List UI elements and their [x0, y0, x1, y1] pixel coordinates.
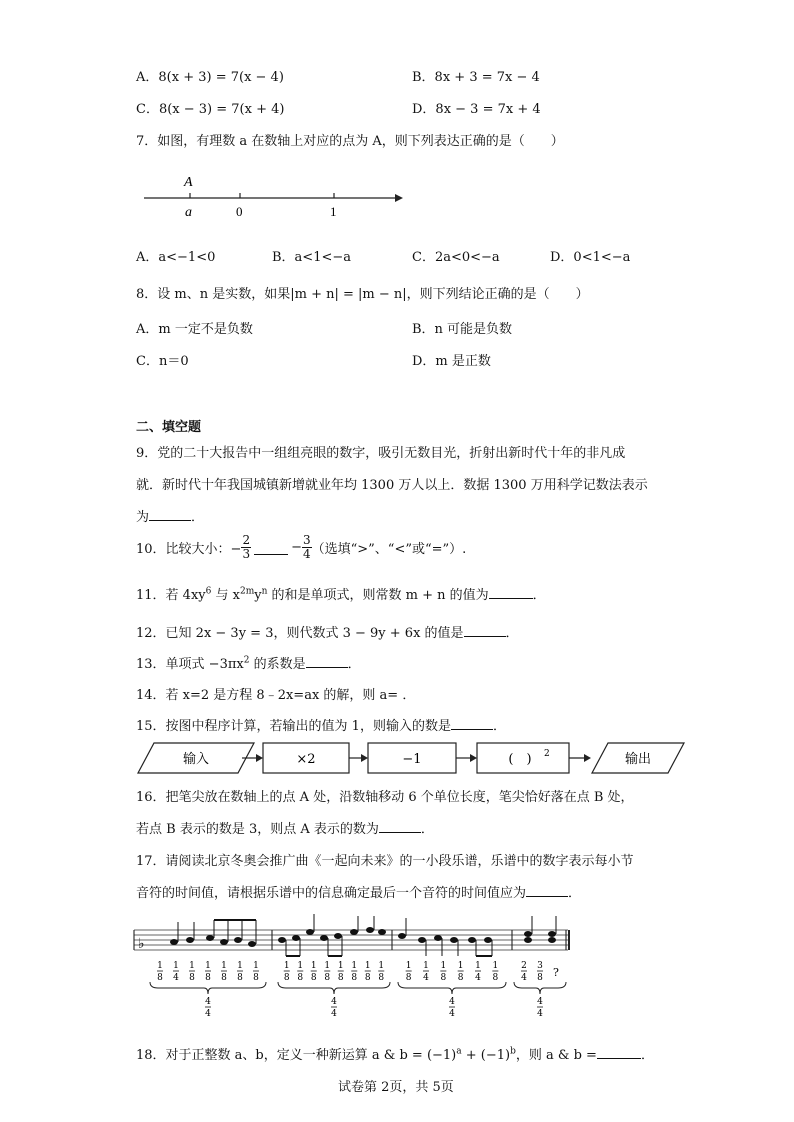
- q10-frac2-num: 3: [302, 533, 311, 547]
- flow-arrow-4: [584, 754, 591, 762]
- q18-suffix: ，则 a & b =: [515, 1048, 597, 1063]
- q10-fraction-2: [302, 534, 312, 561]
- score-frac-num: 1: [221, 961, 227, 971]
- score-frac-num: 1: [351, 961, 358, 971]
- score-frac-den: 8: [457, 973, 464, 983]
- q15-stem-end: ．: [492, 719, 506, 734]
- q16-answer-blank[interactable]: [379, 818, 421, 833]
- q11: [136, 584, 546, 603]
- score-frac-num: 1: [440, 961, 447, 971]
- q10-answer-blank[interactable]: [254, 540, 288, 555]
- q12-answer-blank[interactable]: [464, 622, 506, 637]
- q18-mid: + (−1): [461, 1048, 511, 1063]
- q12-prefix: 12．已知 2x − 3y = 3，则代数式 3 − 9y + 6x 的值是: [136, 626, 464, 641]
- q12-end: ．: [505, 626, 519, 641]
- q12: [136, 622, 519, 641]
- score-frac-den: 8: [237, 973, 243, 983]
- score-brace: [150, 982, 266, 994]
- score-frac-den: 8: [405, 973, 412, 983]
- score-frac-den: 8: [364, 973, 371, 983]
- q13: [136, 653, 361, 672]
- score-frac-den: 8: [351, 973, 358, 983]
- flow-label-times2: ×2: [296, 752, 316, 767]
- score-frac-den: 4: [423, 973, 429, 983]
- score-unknown-mark: ?: [553, 966, 559, 979]
- q14: 14．若 x=2 是方程 8﹣2x=ax 的解，则 a= ．: [136, 688, 416, 703]
- q11-suffix: 的和是单项式，则常数 m + n 的值为: [267, 588, 489, 603]
- q9-line1: 9．党的二十大报告中一组组亮眼的数字，吸引无数目光，折射出新时代十年的非凡成: [136, 446, 626, 461]
- q6-option-a: A．8(x + 3) = 7(x − 4): [136, 70, 284, 85]
- svg-text:♭: ♭: [138, 936, 145, 952]
- score-brace: [514, 982, 566, 994]
- score-total-den: 4: [205, 1009, 211, 1019]
- q13-exp: 2: [243, 655, 250, 666]
- point-label-a: A: [184, 175, 193, 190]
- score-frac-den: 4: [173, 973, 179, 983]
- q10-minus: −: [291, 540, 302, 555]
- score-frac-num: 1: [405, 961, 412, 971]
- flow-label-input: 输入: [182, 752, 210, 767]
- q11-exp3: n: [261, 586, 268, 597]
- score-frac-den: 8: [310, 973, 317, 983]
- score-total-den: 4: [449, 1009, 455, 1019]
- score-frac-num: 2: [521, 961, 527, 971]
- flow-arrow-2: [361, 754, 368, 762]
- q10-suffix: （选填“>”、“<”或“=”）.: [311, 542, 467, 557]
- score-frac-num: 1: [337, 961, 344, 971]
- score-frac-num: 1: [310, 961, 317, 971]
- q18-exp2: b: [510, 1046, 516, 1057]
- score-total-den: 4: [331, 1009, 337, 1019]
- flow-arrow-1: [256, 754, 263, 762]
- score-frac-den: 8: [189, 973, 195, 983]
- q11-answer-blank[interactable]: [489, 584, 533, 599]
- q7-option-b: B．a<1<−a: [272, 250, 352, 265]
- q9-line3-prefix: 为: [136, 510, 150, 525]
- score-frac-num: 1: [457, 961, 464, 971]
- flow-label-output: 输出: [624, 752, 652, 767]
- q13-end: ．: [347, 657, 361, 672]
- score-frac-den: 8: [253, 973, 259, 983]
- score-frac-num: 3: [537, 961, 543, 971]
- q7-option-a: A．a<−1<0: [136, 250, 216, 265]
- q16-line2: [136, 818, 434, 837]
- flow-label-square: ( ): [508, 752, 532, 767]
- q17-line2-prefix: 音符的时间值，请根据乐谱中的信息确定最后一个音符的时间值应为: [136, 886, 527, 901]
- q7-option-d: D．0<1<−a: [550, 250, 631, 265]
- score-frac-num: 1: [324, 961, 331, 971]
- q10-fraction-1: [241, 534, 251, 561]
- score-frac-num: 1: [253, 961, 259, 971]
- score-frac-num: 1: [189, 961, 195, 971]
- score-frac-den: 8: [221, 973, 227, 983]
- q9-answer-blank[interactable]: [149, 506, 191, 521]
- q13-mid: 的系数是: [249, 657, 306, 672]
- score-frac-den: 8: [297, 973, 304, 983]
- score-frac-num: 1: [157, 961, 163, 971]
- q11-mid2: y: [254, 588, 262, 603]
- score-frac-num: 1: [237, 961, 243, 971]
- score-frac-num: 1: [475, 961, 481, 971]
- tick-label-zero: 0: [236, 204, 243, 219]
- q10-frac1-den: 3: [242, 547, 251, 561]
- score-frac-den: 8: [378, 973, 385, 983]
- score-brace: [398, 982, 506, 994]
- score-frac-den: 8: [205, 973, 211, 983]
- score-total-num: 4: [537, 997, 543, 1007]
- score-brace: [278, 982, 390, 994]
- q15-answer-blank[interactable]: [451, 715, 493, 730]
- score-frac-den: 4: [521, 973, 527, 983]
- tick-label-one: 1: [330, 204, 337, 219]
- number-line-arrow: [395, 194, 403, 202]
- flow-arrow-3: [470, 754, 477, 762]
- score-frac-num: 1: [173, 961, 179, 971]
- flow-label-minus1: −1: [402, 752, 422, 767]
- var-label-a: a: [185, 205, 192, 220]
- q10-frac1-num: 2: [242, 533, 251, 547]
- q7-stem: 7．如图，有理数 a 在数轴上对应的点为 A，则下列表达正确的是（ ）: [136, 134, 564, 149]
- q13-prefix: 13．单项式 −3πx: [136, 657, 244, 672]
- q8-option-a: A．m 一定不是负数: [136, 322, 253, 337]
- score-frac-num: 1: [492, 961, 499, 971]
- score-fraction-labels: [150, 961, 566, 1019]
- q10-prefix: 10．比较大小：−: [136, 542, 242, 557]
- score-frac-den: 8: [440, 973, 447, 983]
- score-total-num: 4: [205, 997, 211, 1007]
- score-frac-num: 1: [364, 961, 371, 971]
- number-line-figure: [140, 170, 405, 222]
- q10-frac2-den: 4: [302, 547, 311, 561]
- q8-option-b: B．n 可能是负数: [412, 322, 513, 337]
- q8-option-c: C．n＝0: [136, 354, 189, 369]
- q15-stem-prefix: 15．按图中程序计算，若输出的值为 1，则输入的数是: [136, 719, 451, 734]
- score-frac-den: 8: [157, 973, 163, 983]
- page-footer: 试卷第 2页，共 5页: [338, 1080, 454, 1095]
- score-frac-num: 1: [205, 961, 211, 971]
- q15-stem: [136, 715, 506, 734]
- score-total-num: 4: [449, 997, 455, 1007]
- q18-answer-blank[interactable]: [597, 1044, 641, 1059]
- q11-exp2: 2m: [239, 586, 255, 597]
- score-frac-den: 8: [324, 973, 331, 983]
- q18-end: ．: [640, 1048, 654, 1063]
- score-frac-num: 1: [378, 961, 385, 971]
- q13-answer-blank[interactable]: [306, 653, 348, 668]
- q9-line3-suffix: ．: [191, 510, 205, 525]
- q17-answer-blank[interactable]: [526, 882, 568, 897]
- q18-exp1: a: [456, 1046, 462, 1057]
- score-total-den: 4: [537, 1009, 543, 1019]
- q11-prefix: 11．若 4xy: [136, 588, 206, 603]
- score-total-num: 4: [331, 997, 337, 1007]
- q11-mid: 与 x: [211, 588, 240, 603]
- score-frac-den: 8: [283, 973, 290, 983]
- q9-line2: 就．新时代十年我国城镇新增就业年均 1300 万人以上．数据 1300 万用科学记数法表示: [136, 478, 648, 493]
- q8-stem: 8．设 m、n 是实数，如果|m + n| = |m − n|，则下列结论正确的是（ ）: [136, 287, 589, 302]
- score-frac-den: 8: [492, 973, 499, 983]
- q17-line1: 17．请阅读北京冬奥会推广曲《一起向未来》的一小段乐谱，乐谱中的数字表示每小节: [136, 854, 634, 869]
- q9-line3: [136, 506, 204, 525]
- section-title-fill-blank: 二、填空题: [136, 420, 202, 435]
- q6-option-c: C．8(x − 3) = 7(x + 4): [136, 102, 285, 117]
- q8-option-d: D．m 是正数: [412, 354, 491, 369]
- q17-line2: [136, 882, 581, 901]
- score-frac-num: 1: [423, 961, 429, 971]
- q7-option-c: C．2a<0<−a: [412, 250, 500, 265]
- score-frac-num: 1: [283, 961, 290, 971]
- q6-option-d: D．8x − 3 = 7x + 4: [412, 102, 541, 117]
- q16-line2-end: ．: [420, 822, 434, 837]
- q18: [136, 1044, 654, 1063]
- q11-end: ．: [532, 588, 546, 603]
- score-frac-den: 8: [537, 973, 543, 983]
- q18-prefix: 18．对于正整数 a、b，定义一种新运算 a & b = (−1): [136, 1048, 457, 1063]
- q11-exp1: 6: [205, 586, 212, 597]
- q6-option-b: B．8x + 3 = 7x − 4: [412, 70, 540, 85]
- q10: [136, 534, 466, 561]
- score-frac-num: 1: [297, 961, 304, 971]
- q17-line2-end: ．: [568, 886, 582, 901]
- q15-flowchart: [134, 741, 688, 775]
- music-notes: [138, 927, 556, 952]
- q16-line2-prefix: 若点 B 表示的数是 3，则点 A 表示的数为: [136, 822, 379, 837]
- q16-line1: 16．把笔尖放在数轴上的点 A 处，沿数轴移动 6 个单位长度，笔尖恰好落在点 B 处，: [136, 790, 634, 805]
- music-score-figure: [132, 910, 572, 1020]
- score-frac-den: 4: [475, 973, 481, 983]
- score-frac-den: 8: [337, 973, 344, 983]
- flow-label-square-exp: 2: [544, 749, 550, 759]
